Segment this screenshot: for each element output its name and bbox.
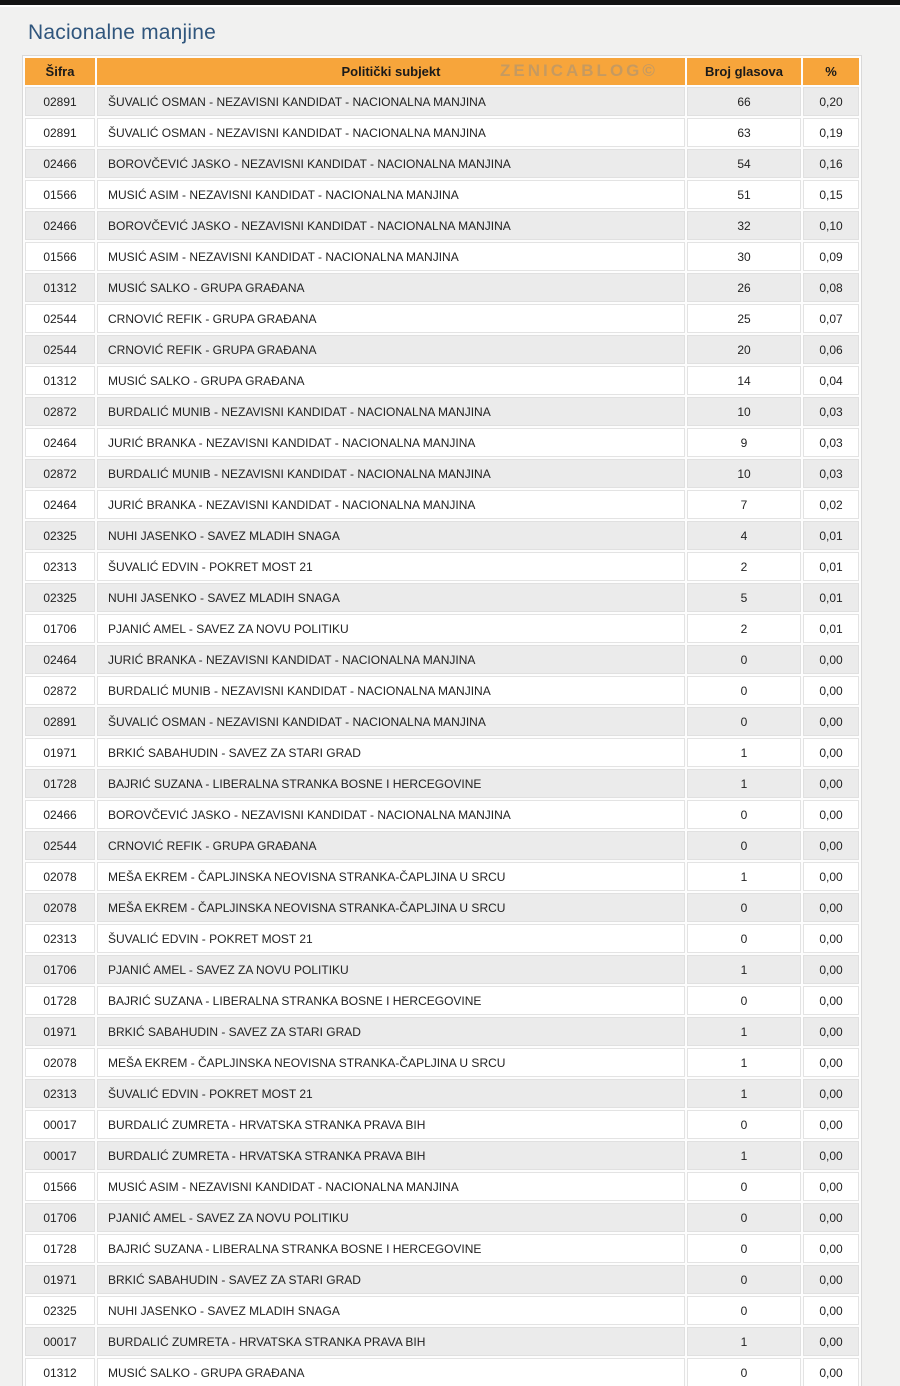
table-cell-pct: 0,01 <box>803 552 859 581</box>
table-row <box>25 738 859 767</box>
table-row <box>25 87 859 116</box>
table-cell-glasova: 10 <box>687 397 801 426</box>
table-cell-glasova: 5 <box>687 583 801 612</box>
table-cell-sifra: 02464 <box>25 428 95 457</box>
table-cell-glasova: 0 <box>687 1234 801 1263</box>
table-cell-pct: 0,01 <box>803 521 859 550</box>
table-cell-pct: 0,15 <box>803 180 859 209</box>
table-cell-glasova: 1 <box>687 1327 801 1356</box>
table-cell-pct: 0,00 <box>803 1265 859 1294</box>
table-cell-pct: 0,08 <box>803 273 859 302</box>
table-cell-pct: 0,06 <box>803 335 859 364</box>
table-row <box>25 893 859 922</box>
table-row <box>25 1172 859 1201</box>
table-cell-subjekt: MUSIĆ SALKO - GRUPA GRAĐANA <box>97 273 685 302</box>
table-cell-subjekt: MEŠA EKREM - ČAPLJINSKA NEOVISNA STRANKA-ČAPLJINA U SRCU <box>97 893 685 922</box>
table-cell-sifra: 02325 <box>25 1296 95 1325</box>
table-cell-subjekt: JURIĆ BRANKA - NEZAVISNI KANDIDAT - NACIONALNA MANJINA <box>97 490 685 519</box>
table-cell-subjekt: BRKIĆ SABAHUDIN - SAVEZ ZA STARI GRAD <box>97 1265 685 1294</box>
table-cell-subjekt: PJANIĆ AMEL - SAVEZ ZA NOVU POLITIKU <box>97 614 685 643</box>
table-cell-sifra: 02466 <box>25 149 95 178</box>
table-row <box>25 1327 859 1356</box>
table-row <box>25 1234 859 1263</box>
table-cell-sifra: 02325 <box>25 583 95 612</box>
table-cell-pct: 0,00 <box>803 1017 859 1046</box>
table-cell-sifra: 01728 <box>25 986 95 1015</box>
table-cell-subjekt: ŠUVALIĆ OSMAN - NEZAVISNI KANDIDAT - NACIONALNA MANJINA <box>97 118 685 147</box>
table-cell-glasova: 0 <box>687 1172 801 1201</box>
table-cell-subjekt: MUSIĆ SALKO - GRUPA GRAĐANA <box>97 1358 685 1386</box>
table-cell-sifra: 01566 <box>25 242 95 271</box>
table-cell-glasova: 0 <box>687 986 801 1015</box>
table-cell-glasova: 25 <box>687 304 801 333</box>
table-cell-sifra: 02313 <box>25 1079 95 1108</box>
table-cell-sifra: 01566 <box>25 180 95 209</box>
table-cell-glasova: 0 <box>687 707 801 736</box>
table-row <box>25 583 859 612</box>
table-cell-sifra: 01566 <box>25 1172 95 1201</box>
table-cell-pct: 0,00 <box>803 738 859 767</box>
table-row <box>25 645 859 674</box>
watermark: ZENICABLOG© <box>500 61 658 80</box>
table-cell-pct: 0,07 <box>803 304 859 333</box>
table-row <box>25 800 859 829</box>
table-cell-sifra: 00017 <box>25 1110 95 1139</box>
table-cell-pct: 0,00 <box>803 645 859 674</box>
table-cell-glasova: 2 <box>687 552 801 581</box>
table-row <box>25 986 859 1015</box>
table-row <box>25 769 859 798</box>
table-row <box>25 1017 859 1046</box>
table-cell-sifra: 02466 <box>25 800 95 829</box>
table-cell-sifra: 01706 <box>25 614 95 643</box>
table-cell-pct: 0,00 <box>803 707 859 736</box>
table-cell-subjekt: BURDALIĆ MUNIB - NEZAVISNI KANDIDAT - NACIONALNA MANJINA <box>97 397 685 426</box>
table-cell-glasova: 9 <box>687 428 801 457</box>
table-row <box>25 1358 859 1386</box>
table-cell-glasova: 32 <box>687 211 801 240</box>
table-cell-sifra: 02891 <box>25 707 95 736</box>
table-cell-pct: 0,00 <box>803 1079 859 1108</box>
table-cell-subjekt: PJANIĆ AMEL - SAVEZ ZA NOVU POLITIKU <box>97 1203 685 1232</box>
table-cell-subjekt: BOROVČEVIĆ JASKO - NEZAVISNI KANDIDAT - NACIONALNA MANJINA <box>97 149 685 178</box>
table-row <box>25 242 859 271</box>
table-row <box>25 211 859 240</box>
table-cell-pct: 0,00 <box>803 769 859 798</box>
col-header-percent: % <box>803 58 859 85</box>
table-row <box>25 304 859 333</box>
table-cell-pct: 0,00 <box>803 1234 859 1263</box>
table-cell-glasova: 0 <box>687 1358 801 1386</box>
table-header <box>25 58 859 85</box>
table-cell-glasova: 0 <box>687 831 801 860</box>
table-row <box>25 459 859 488</box>
table-cell-pct: 0,00 <box>803 893 859 922</box>
table-cell-glasova: 7 <box>687 490 801 519</box>
table-row <box>25 831 859 860</box>
table-cell-glasova: 1 <box>687 1079 801 1108</box>
table-cell-sifra: 01706 <box>25 1203 95 1232</box>
table-cell-pct: 0,00 <box>803 1141 859 1170</box>
table-cell-glasova: 10 <box>687 459 801 488</box>
table-cell-sifra: 02466 <box>25 211 95 240</box>
table-cell-subjekt: BAJRIĆ SUZANA - LIBERALNA STRANKA BOSNE I HERCEGOVINE <box>97 986 685 1015</box>
table-row <box>25 1141 859 1170</box>
table-cell-sifra: 02078 <box>25 1048 95 1077</box>
table-cell-pct: 0,00 <box>803 862 859 891</box>
table-cell-pct: 0,01 <box>803 614 859 643</box>
table-cell-pct: 0,00 <box>803 1172 859 1201</box>
table-cell-glasova: 0 <box>687 800 801 829</box>
table-row <box>25 273 859 302</box>
table-cell-sifra: 01312 <box>25 1358 95 1386</box>
col-header-politicki-subjekt: Politički subjekt <box>97 58 685 85</box>
table-cell-subjekt: CRNOVIĆ REFIK - GRUPA GRAĐANA <box>97 335 685 364</box>
table-cell-subjekt: CRNOVIĆ REFIK - GRUPA GRAĐANA <box>97 831 685 860</box>
table-cell-pct: 0,00 <box>803 800 859 829</box>
table-cell-glasova: 1 <box>687 738 801 767</box>
results-table-container <box>22 55 858 1386</box>
table-cell-pct: 0,09 <box>803 242 859 271</box>
table-cell-subjekt: BURDALIĆ MUNIB - NEZAVISNI KANDIDAT - NACIONALNA MANJINA <box>97 676 685 705</box>
table-cell-subjekt: JURIĆ BRANKA - NEZAVISNI KANDIDAT - NACIONALNA MANJINA <box>97 645 685 674</box>
table-cell-sifra: 02464 <box>25 490 95 519</box>
table-cell-glasova: 4 <box>687 521 801 550</box>
col-header-broj-glasova: Broj glasova <box>687 58 801 85</box>
table-cell-subjekt: BURDALIĆ ZUMRETA - HRVATSKA STRANKA PRAVA BIH <box>97 1141 685 1170</box>
table-row <box>25 862 859 891</box>
table-row <box>25 955 859 984</box>
table-cell-sifra: 02313 <box>25 924 95 953</box>
table-cell-subjekt: ŠUVALIĆ EDVIN - POKRET MOST 21 <box>97 1079 685 1108</box>
table-cell-subjekt: ŠUVALIĆ EDVIN - POKRET MOST 21 <box>97 924 685 953</box>
table-cell-glasova: 1 <box>687 769 801 798</box>
page-title: Nacionalne manjine <box>28 21 217 44</box>
table-cell-subjekt: ŠUVALIĆ EDVIN - POKRET MOST 21 <box>97 552 685 581</box>
table-cell-sifra: 02544 <box>25 304 95 333</box>
table-cell-sifra: 01312 <box>25 366 95 395</box>
table-cell-sifra: 02313 <box>25 552 95 581</box>
table-cell-glasova: 1 <box>687 1017 801 1046</box>
table-cell-sifra: 00017 <box>25 1327 95 1356</box>
table-cell-sifra: 02078 <box>25 893 95 922</box>
table-cell-subjekt: MUSIĆ SALKO - GRUPA GRAĐANA <box>97 366 685 395</box>
table-row <box>25 1265 859 1294</box>
table-cell-sifra: 01971 <box>25 738 95 767</box>
table-cell-sifra: 01706 <box>25 955 95 984</box>
table-cell-pct: 0,19 <box>803 118 859 147</box>
top-bar <box>0 0 900 7</box>
table-cell-subjekt: JURIĆ BRANKA - NEZAVISNI KANDIDAT - NACIONALNA MANJINA <box>97 428 685 457</box>
table-cell-glasova: 63 <box>687 118 801 147</box>
table-cell-glasova: 0 <box>687 676 801 705</box>
table-body <box>25 87 859 1386</box>
table-row <box>25 707 859 736</box>
table-cell-subjekt: MUSIĆ ASIM - NEZAVISNI KANDIDAT - NACIONALNA MANJINA <box>97 242 685 271</box>
table-cell-pct: 0,03 <box>803 428 859 457</box>
table-row <box>25 676 859 705</box>
table-cell-pct: 0,20 <box>803 87 859 116</box>
table-cell-glasova: 0 <box>687 1265 801 1294</box>
table-cell-subjekt: ŠUVALIĆ OSMAN - NEZAVISNI KANDIDAT - NACIONALNA MANJINA <box>97 707 685 736</box>
table-row <box>25 552 859 581</box>
table-cell-subjekt: BRKIĆ SABAHUDIN - SAVEZ ZA STARI GRAD <box>97 738 685 767</box>
table-cell-pct: 0,00 <box>803 1110 859 1139</box>
table-cell-subjekt: ŠUVALIĆ OSMAN - NEZAVISNI KANDIDAT - NACIONALNA MANJINA <box>97 87 685 116</box>
table-row <box>25 521 859 550</box>
table-cell-pct: 0,00 <box>803 1358 859 1386</box>
table-cell-pct: 0,03 <box>803 397 859 426</box>
table-cell-subjekt: CRNOVIĆ REFIK - GRUPA GRAĐANA <box>97 304 685 333</box>
table-cell-glasova: 0 <box>687 924 801 953</box>
table-cell-sifra: 01971 <box>25 1265 95 1294</box>
table-cell-subjekt: BOROVČEVIĆ JASKO - NEZAVISNI KANDIDAT - NACIONALNA MANJINA <box>97 211 685 240</box>
table-cell-subjekt: BAJRIĆ SUZANA - LIBERALNA STRANKA BOSNE I HERCEGOVINE <box>97 769 685 798</box>
table-cell-subjekt: MEŠA EKREM - ČAPLJINSKA NEOVISNA STRANKA-ČAPLJINA U SRCU <box>97 862 685 891</box>
table-cell-glasova: 20 <box>687 335 801 364</box>
table-row <box>25 1110 859 1139</box>
table-cell-subjekt: MUSIĆ ASIM - NEZAVISNI KANDIDAT - NACIONALNA MANJINA <box>97 180 685 209</box>
table-row <box>25 1203 859 1232</box>
table-cell-glasova: 0 <box>687 1110 801 1139</box>
table-row <box>25 1048 859 1077</box>
table-cell-glasova: 2 <box>687 614 801 643</box>
table-cell-pct: 0,04 <box>803 366 859 395</box>
table-cell-pct: 0,00 <box>803 676 859 705</box>
table-cell-subjekt: BURDALIĆ ZUMRETA - HRVATSKA STRANKA PRAVA BIH <box>97 1110 685 1139</box>
table-row <box>25 335 859 364</box>
table-header-row <box>25 58 859 85</box>
table-cell-sifra: 02872 <box>25 676 95 705</box>
table-cell-sifra: 02544 <box>25 831 95 860</box>
table-cell-subjekt: NUHI JASENKO - SAVEZ MLADIH SNAGA <box>97 583 685 612</box>
table-row <box>25 924 859 953</box>
table-cell-pct: 0,02 <box>803 490 859 519</box>
table-row <box>25 1296 859 1325</box>
table-cell-subjekt: BOROVČEVIĆ JASKO - NEZAVISNI KANDIDAT - NACIONALNA MANJINA <box>97 800 685 829</box>
table-cell-glasova: 0 <box>687 645 801 674</box>
table-cell-sifra: 02464 <box>25 645 95 674</box>
table-cell-pct: 0,00 <box>803 955 859 984</box>
table-cell-glasova: 1 <box>687 1141 801 1170</box>
table-cell-sifra: 02872 <box>25 397 95 426</box>
table-cell-pct: 0,00 <box>803 986 859 1015</box>
table-cell-pct: 0,01 <box>803 583 859 612</box>
table-row <box>25 366 859 395</box>
results-table <box>22 55 862 1386</box>
table-cell-sifra: 01971 <box>25 1017 95 1046</box>
table-cell-sifra: 02891 <box>25 118 95 147</box>
table-cell-glasova: 51 <box>687 180 801 209</box>
table-cell-sifra: 00017 <box>25 1141 95 1170</box>
table-cell-glasova: 1 <box>687 1048 801 1077</box>
table-row <box>25 614 859 643</box>
table-cell-pct: 0,00 <box>803 1048 859 1077</box>
table-cell-subjekt: BURDALIĆ ZUMRETA - HRVATSKA STRANKA PRAVA BIH <box>97 1327 685 1356</box>
table-row <box>25 397 859 426</box>
table-row <box>25 149 859 178</box>
table-cell-sifra: 01728 <box>25 1234 95 1263</box>
table-cell-glasova: 1 <box>687 862 801 891</box>
table-row <box>25 118 859 147</box>
table-cell-pct: 0,10 <box>803 211 859 240</box>
table-cell-subjekt: BURDALIĆ MUNIB - NEZAVISNI KANDIDAT - NACIONALNA MANJINA <box>97 459 685 488</box>
table-cell-pct: 0,00 <box>803 1203 859 1232</box>
table-cell-glasova: 0 <box>687 893 801 922</box>
table-cell-sifra: 01728 <box>25 769 95 798</box>
table-cell-pct: 0,16 <box>803 149 859 178</box>
table-cell-glasova: 66 <box>687 87 801 116</box>
table-cell-subjekt: NUHI JASENKO - SAVEZ MLADIH SNAGA <box>97 1296 685 1325</box>
table-cell-subjekt: BAJRIĆ SUZANA - LIBERALNA STRANKA BOSNE I HERCEGOVINE <box>97 1234 685 1263</box>
table-cell-pct: 0,00 <box>803 924 859 953</box>
table-cell-sifra: 02872 <box>25 459 95 488</box>
table-cell-subjekt: MUSIĆ ASIM - NEZAVISNI KANDIDAT - NACIONALNA MANJINA <box>97 1172 685 1201</box>
table-cell-subjekt: PJANIĆ AMEL - SAVEZ ZA NOVU POLITIKU <box>97 955 685 984</box>
table-cell-sifra: 01312 <box>25 273 95 302</box>
table-cell-subjekt: MEŠA EKREM - ČAPLJINSKA NEOVISNA STRANKA-ČAPLJINA U SRCU <box>97 1048 685 1077</box>
table-row <box>25 180 859 209</box>
table-cell-subjekt: BRKIĆ SABAHUDIN - SAVEZ ZA STARI GRAD <box>97 1017 685 1046</box>
table-cell-sifra: 02891 <box>25 87 95 116</box>
table-cell-sifra: 02325 <box>25 521 95 550</box>
table-cell-subjekt: NUHI JASENKO - SAVEZ MLADIH SNAGA <box>97 521 685 550</box>
table-cell-glasova: 30 <box>687 242 801 271</box>
table-row <box>25 428 859 457</box>
table-cell-glasova: 1 <box>687 955 801 984</box>
table-cell-pct: 0,00 <box>803 831 859 860</box>
table-cell-glasova: 0 <box>687 1296 801 1325</box>
table-row <box>25 1079 859 1108</box>
col-header-sifra: Šifra <box>25 58 95 85</box>
table-cell-glasova: 54 <box>687 149 801 178</box>
table-cell-sifra: 02544 <box>25 335 95 364</box>
table-cell-glasova: 26 <box>687 273 801 302</box>
table-cell-glasova: 0 <box>687 1203 801 1232</box>
table-cell-pct: 0,00 <box>803 1296 859 1325</box>
table-cell-glasova: 14 <box>687 366 801 395</box>
table-cell-sifra: 02078 <box>25 862 95 891</box>
table-cell-pct: 0,00 <box>803 1327 859 1356</box>
table-row <box>25 490 859 519</box>
table-cell-pct: 0,03 <box>803 459 859 488</box>
